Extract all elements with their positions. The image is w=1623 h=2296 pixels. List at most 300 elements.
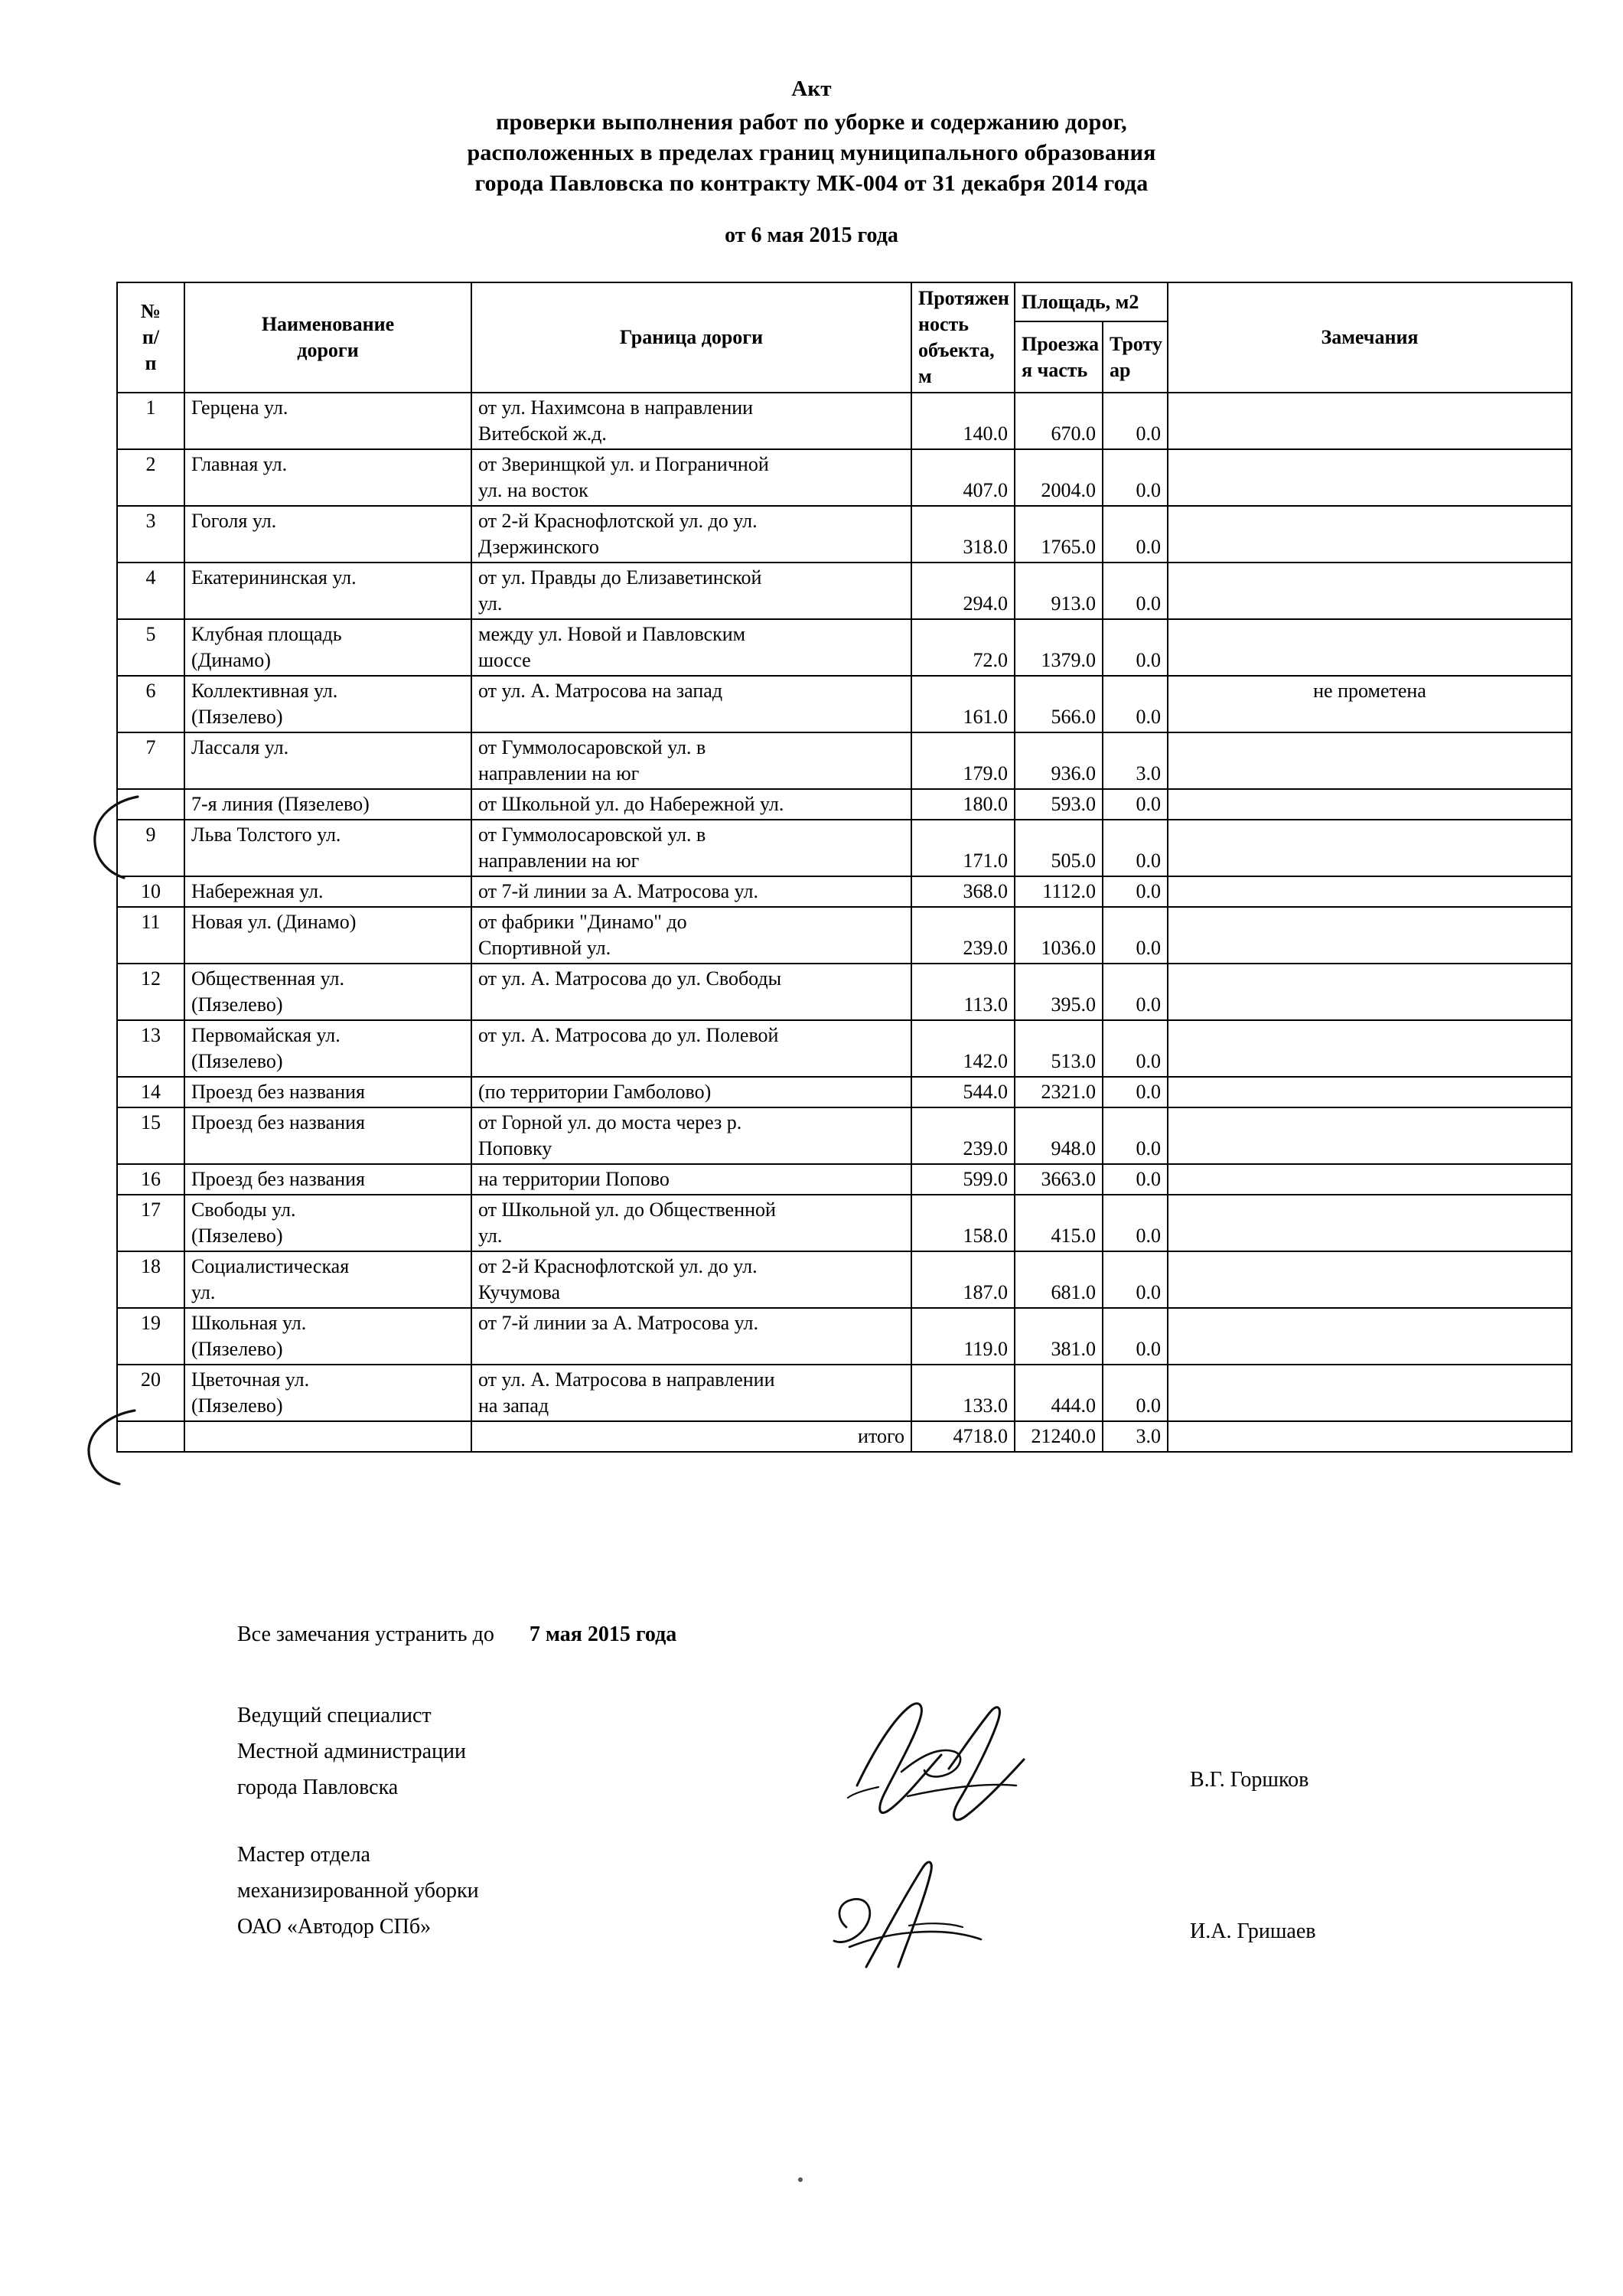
total-spacer-name — [184, 1421, 471, 1452]
roadway-area-value: 670.0 — [1051, 422, 1096, 445]
row-number — [117, 1077, 184, 1107]
table-row — [117, 619, 1572, 676]
total-sidewalk-area: 3.0 — [1103, 1421, 1168, 1452]
sidewalk-area-cell — [1103, 393, 1168, 449]
road-border-line1: (по территории Гамболово) — [478, 1081, 712, 1103]
roadway-area-value: 1112.0 — [1042, 880, 1096, 902]
signer-2-name: И.А. Гришаев — [1190, 1919, 1316, 1943]
value-spacer — [1110, 395, 1161, 421]
road-border-cell — [471, 964, 911, 1020]
value-spacer — [918, 1367, 1008, 1393]
row-number-text: 18 — [141, 1255, 161, 1277]
road-length-cell — [911, 619, 1015, 676]
road-name-line1: Проезд без названия — [191, 1081, 365, 1103]
roadway-area-value: 936.0 — [1051, 762, 1096, 784]
road-border-line1: от 7-й линии за А. Матросова ул. — [478, 880, 758, 902]
row-number-text: 2 — [145, 453, 156, 475]
road-name-cell — [184, 964, 471, 1020]
road-border-cell — [471, 563, 911, 619]
road-border-line1: от 7-й линии за А. Матросова ул. — [478, 1312, 758, 1334]
road-name-cell — [184, 820, 471, 876]
road-border-line2: ул. на восток — [478, 479, 588, 501]
sidewalk-area-cell — [1103, 1195, 1168, 1251]
table-row — [117, 820, 1572, 876]
value-spacer — [1022, 508, 1096, 534]
road-length-cell — [911, 820, 1015, 876]
table-row — [117, 907, 1572, 964]
road-border-line1: от ул. Нахимсона в направлении — [478, 396, 754, 419]
road-name-cell — [184, 1365, 471, 1421]
value-spacer — [1022, 1367, 1096, 1393]
road-length-cell — [911, 1308, 1015, 1365]
table-foot — [117, 1421, 1572, 1452]
sidewalk-area-cell — [1103, 676, 1168, 732]
document-title-block — [0, 73, 1623, 199]
road-name-line1: Льва Толстого ул. — [191, 823, 341, 846]
signer-1-position — [237, 1698, 466, 1805]
column-header-roadway — [1015, 321, 1103, 393]
road-border-line2: на запад — [478, 1394, 549, 1417]
table-row — [117, 506, 1572, 563]
value-spacer — [1022, 1197, 1096, 1223]
roadway-area-cell — [1015, 1365, 1103, 1421]
value-spacer — [1022, 822, 1096, 848]
road-name-cell — [184, 619, 471, 676]
remark-text — [1175, 909, 1565, 935]
deadline-note — [237, 1623, 676, 1647]
value-spacer — [1022, 966, 1096, 992]
table-body — [117, 393, 1572, 1421]
road-name-line2: (Пязелево) — [191, 993, 283, 1016]
road-length-cell — [911, 393, 1015, 449]
remark-text — [1175, 1310, 1565, 1336]
row-number-text: 19 — [141, 1312, 161, 1334]
roadway-area-cell — [1015, 820, 1103, 876]
signer-1-line3: города Павловска — [237, 1776, 399, 1799]
roadway-area-cell — [1015, 1195, 1103, 1251]
row-number-text: 13 — [141, 1024, 161, 1046]
roadway-area-cell — [1015, 876, 1103, 907]
remark-text — [1175, 508, 1565, 534]
road-length-value: 133.0 — [963, 1394, 1008, 1417]
road-border-line2 — [478, 704, 904, 730]
row-number-text: 7 — [145, 736, 156, 758]
sidewalk-area-value: 0.0 — [1136, 1168, 1161, 1190]
value-spacer — [918, 1254, 1008, 1280]
remark-text — [1175, 966, 1565, 992]
roadway-area-cell — [1015, 449, 1103, 506]
roadway-area-cell — [1015, 563, 1103, 619]
remark-text — [1175, 1367, 1565, 1393]
road-name-cell — [184, 1308, 471, 1365]
road-name-line2: (Пязелево) — [191, 1338, 283, 1360]
roadway-area-value: 681.0 — [1051, 1281, 1096, 1303]
road-length-value: 140.0 — [963, 422, 1008, 445]
remark-cell — [1168, 876, 1572, 907]
value-spacer — [1022, 1110, 1096, 1136]
remark-text — [1175, 565, 1565, 591]
road-name-line1: Школьная ул. — [191, 1312, 307, 1334]
roadway-area-cell — [1015, 506, 1103, 563]
road-name-cell — [184, 876, 471, 907]
remark-cell — [1168, 449, 1572, 506]
row-number — [117, 1164, 184, 1195]
value-spacer — [918, 565, 1008, 591]
row-number-text: 3 — [145, 510, 156, 532]
header-name-line2: дороги — [297, 339, 359, 361]
header-length-line1: Протяжен — [918, 287, 1009, 309]
road-border-line1: от Гуммолосаровской ул. в — [478, 823, 706, 846]
road-name-cell — [184, 1195, 471, 1251]
row-number-text: 1 — [145, 396, 156, 419]
remark-cell — [1168, 563, 1572, 619]
row-number — [117, 563, 184, 619]
road-length-value: 161.0 — [963, 706, 1008, 728]
roadway-area-cell — [1015, 964, 1103, 1020]
roadway-area-value: 913.0 — [1051, 592, 1096, 615]
road-length-cell — [911, 1020, 1015, 1077]
signer-1-line1: Ведущий специалист — [237, 1704, 432, 1727]
row-number — [117, 393, 184, 449]
row-number-text: 16 — [141, 1168, 161, 1190]
value-spacer — [1110, 678, 1161, 704]
header-length-line3: объекта, м — [918, 339, 995, 387]
table-row — [117, 393, 1572, 449]
sidewalk-area-cell — [1103, 506, 1168, 563]
value-spacer — [1110, 1367, 1161, 1393]
road-border-cell — [471, 732, 911, 789]
remark-text — [1175, 452, 1565, 478]
road-length-cell — [911, 449, 1015, 506]
road-name-line2 — [191, 421, 464, 447]
value-spacer — [1110, 452, 1161, 478]
total-roadway-area: 21240.0 — [1015, 1421, 1103, 1452]
column-header-road-name — [184, 282, 471, 393]
value-spacer — [1110, 1022, 1161, 1049]
road-border-cell — [471, 789, 911, 820]
road-name-cell — [184, 789, 471, 820]
table-row — [117, 449, 1572, 506]
value-spacer — [1110, 735, 1161, 761]
road-length-cell — [911, 506, 1015, 563]
sidewalk-area-value: 0.0 — [1136, 880, 1161, 902]
remark-cell — [1168, 820, 1572, 876]
table-row — [117, 1077, 1572, 1107]
road-border-cell — [471, 1365, 911, 1421]
sidewalk-area-value: 0.0 — [1136, 1338, 1161, 1360]
sidewalk-area-value: 0.0 — [1136, 1050, 1161, 1072]
road-name-line2: (Пязелево) — [191, 1050, 283, 1072]
sidewalk-area-cell — [1103, 1308, 1168, 1365]
road-length-value: 368.0 — [963, 880, 1008, 902]
sidewalk-area-cell — [1103, 1107, 1168, 1164]
road-border-line2: направлении на юг — [478, 850, 640, 872]
roadway-area-value: 444.0 — [1051, 1394, 1096, 1417]
road-border-line2 — [478, 1049, 904, 1075]
roads-table-wrapper — [116, 282, 1571, 1453]
road-name-line2: ул. — [191, 1281, 216, 1303]
road-border-line1: от ул. А. Матросова в направлении — [478, 1368, 775, 1391]
sidewalk-area-cell — [1103, 563, 1168, 619]
value-spacer — [1022, 1254, 1096, 1280]
remark-cell — [1168, 789, 1572, 820]
road-border-cell — [471, 619, 911, 676]
row-number — [117, 1251, 184, 1308]
sidewalk-area-value: 0.0 — [1136, 1225, 1161, 1247]
road-border-line2: Кучумова — [478, 1281, 561, 1303]
value-spacer — [918, 678, 1008, 704]
remark-cell — [1168, 732, 1572, 789]
row-number-text: 11 — [141, 911, 161, 933]
remark-text — [1175, 735, 1565, 761]
signer-2-line1: Мастер отдела — [237, 1843, 370, 1867]
road-length-cell — [911, 563, 1015, 619]
document-date: от 6 мая 2015 года — [725, 223, 898, 247]
road-border-line2 — [478, 1336, 904, 1362]
value-spacer — [918, 1110, 1008, 1136]
sidewalk-area-value: 0.0 — [1136, 793, 1161, 815]
signer-2-line3: ОАО «Автодор СПб» — [237, 1915, 432, 1939]
remark-cell — [1168, 907, 1572, 964]
road-name-line2: (Динамо) — [191, 649, 271, 671]
value-spacer — [1022, 452, 1096, 478]
remark-cell — [1168, 619, 1572, 676]
sidewalk-area-cell — [1103, 1365, 1168, 1421]
road-name-line1: Гоголя ул. — [191, 510, 277, 532]
road-border-line2: ул. — [478, 1225, 503, 1247]
row-number-text: 17 — [141, 1199, 161, 1221]
remark-text — [1175, 621, 1565, 647]
page-title: Акт — [791, 77, 832, 101]
road-length-cell — [911, 964, 1015, 1020]
sidewalk-area-value: 0.0 — [1136, 536, 1161, 558]
remark-cell — [1168, 506, 1572, 563]
roadway-area-value: 948.0 — [1051, 1137, 1096, 1159]
value-spacer — [1022, 735, 1096, 761]
roadway-area-cell — [1015, 1020, 1103, 1077]
road-length-cell — [911, 1107, 1015, 1164]
table-row — [117, 1107, 1572, 1164]
sidewalk-area-cell — [1103, 449, 1168, 506]
header-num-line3: п — [145, 352, 157, 374]
title-subline-3: города Павловска по контракту МК-004 от 31 декабря 2014 года — [474, 171, 1149, 196]
table-head — [117, 282, 1572, 393]
roadway-area-value: 1379.0 — [1041, 649, 1096, 671]
road-border-line1: от Гуммолосаровской ул. в — [478, 736, 706, 758]
road-border-line2 — [478, 992, 904, 1018]
remark-text: не прометена — [1313, 680, 1426, 702]
sidewalk-area-cell — [1103, 1020, 1168, 1077]
sidewalk-area-value: 0.0 — [1136, 649, 1161, 671]
value-spacer — [1110, 1254, 1161, 1280]
roadway-area-value: 395.0 — [1051, 993, 1096, 1016]
roadway-area-value: 505.0 — [1051, 850, 1096, 872]
row-number-text: 6 — [145, 680, 156, 702]
roadway-area-cell — [1015, 1077, 1103, 1107]
row-number-text: 9 — [145, 823, 156, 846]
roadway-area-value: 1036.0 — [1041, 937, 1096, 959]
remark-cell — [1168, 1308, 1572, 1365]
road-border-line1: от фабрики "Динамо" до — [478, 911, 687, 933]
road-border-line1: от ул. Правды до Елизаветинской — [478, 566, 762, 589]
road-border-cell — [471, 1308, 911, 1365]
road-name-line2 — [191, 761, 464, 787]
sidewalk-area-value: 0.0 — [1136, 937, 1161, 959]
road-length-cell — [911, 732, 1015, 789]
road-border-line2: ул. — [478, 592, 503, 615]
sidewalk-area-cell — [1103, 964, 1168, 1020]
table-row — [117, 1308, 1572, 1365]
roadway-area-value: 2321.0 — [1041, 1081, 1096, 1103]
table-row — [117, 789, 1572, 820]
sidewalk-area-value: 0.0 — [1136, 1081, 1161, 1103]
roadway-area-value: 513.0 — [1051, 1050, 1096, 1072]
value-spacer — [918, 822, 1008, 848]
column-header-road-border: Граница дороги — [471, 282, 911, 393]
roadway-area-value: 3663.0 — [1041, 1168, 1096, 1190]
road-name-line2 — [191, 534, 464, 560]
road-length-value: 142.0 — [963, 1050, 1008, 1072]
header-sidewalk-line1: Троту — [1110, 332, 1162, 355]
sidewalk-area-value: 0.0 — [1136, 422, 1161, 445]
road-name-cell — [184, 676, 471, 732]
value-spacer — [918, 395, 1008, 421]
road-border-line1: от Школьной ул. до Общественной — [478, 1199, 776, 1221]
value-spacer — [1110, 621, 1161, 647]
road-border-line1: от 2-й Краснофлотской ул. до ул. — [478, 1255, 758, 1277]
title-subline-2: расположенных в пределах границ муниципального образования — [467, 140, 1156, 165]
header-roadway-line1: Проезжа — [1022, 332, 1100, 355]
value-spacer — [1110, 1197, 1161, 1223]
remark-cell — [1168, 964, 1572, 1020]
road-length-value: 171.0 — [963, 850, 1008, 872]
road-border-cell — [471, 1077, 911, 1107]
row-number — [117, 732, 184, 789]
value-spacer — [918, 1310, 1008, 1336]
remark-cell — [1168, 676, 1572, 732]
roadway-area-cell — [1015, 393, 1103, 449]
road-name-line1: Первомайская ул. — [191, 1024, 341, 1046]
value-spacer — [1110, 565, 1161, 591]
table-row — [117, 563, 1572, 619]
roads-table — [116, 282, 1572, 1453]
total-row — [117, 1421, 1572, 1452]
remark-text — [1175, 1110, 1565, 1136]
value-spacer — [1022, 678, 1096, 704]
header-length-line2: ность — [918, 313, 970, 335]
road-border-cell — [471, 1020, 911, 1077]
table-row — [117, 1020, 1572, 1077]
road-name-line2: (Пязелево) — [191, 1225, 283, 1247]
roadway-area-value: 415.0 — [1051, 1225, 1096, 1247]
road-name-line2: (Пязелево) — [191, 1394, 283, 1417]
remark-cell — [1168, 393, 1572, 449]
road-border-cell — [471, 876, 911, 907]
road-length-cell — [911, 1251, 1015, 1308]
remark-cell — [1168, 1020, 1572, 1077]
remark-text — [1175, 1022, 1565, 1049]
road-length-cell — [911, 1195, 1015, 1251]
signer-1-name: В.Г. Горшков — [1190, 1768, 1309, 1792]
road-name-cell — [184, 1107, 471, 1164]
header-num-line1: № — [140, 300, 161, 322]
road-name-line1: 7-я линия (Пязелево) — [191, 793, 370, 815]
value-spacer — [1110, 508, 1161, 534]
road-name-line1: Герцена ул. — [191, 396, 288, 419]
road-border-line1: на территории Попово — [478, 1168, 670, 1190]
header-name-line1: Наименование — [261, 313, 395, 335]
remark-cell — [1168, 1107, 1572, 1164]
road-length-value: 158.0 — [963, 1225, 1008, 1247]
row-number — [117, 676, 184, 732]
road-length-cell — [911, 676, 1015, 732]
road-name-line1: Социалистическая — [191, 1255, 350, 1277]
sidewalk-area-cell — [1103, 1164, 1168, 1195]
sidewalk-area-value: 0.0 — [1136, 1137, 1161, 1159]
road-length-value: 239.0 — [963, 1137, 1008, 1159]
roadway-area-value: 2004.0 — [1041, 479, 1096, 501]
road-border-line2: Витебской ж.д. — [478, 422, 607, 445]
remark-text — [1175, 791, 1565, 817]
road-name-line1: Главная ул. — [191, 453, 288, 475]
road-name-line1: Проезд без названия — [191, 1111, 365, 1133]
road-name-line1: Лассаля ул. — [191, 736, 289, 758]
table-row — [117, 676, 1572, 732]
sidewalk-area-value: 3.0 — [1136, 762, 1161, 784]
road-name-cell — [184, 1164, 471, 1195]
sidewalk-area-value: 0.0 — [1136, 850, 1161, 872]
roadway-area-cell — [1015, 1251, 1103, 1308]
road-border-cell — [471, 393, 911, 449]
value-spacer — [1110, 966, 1161, 992]
remark-text — [1175, 1079, 1565, 1105]
header-num-line2: п/ — [142, 326, 160, 348]
road-name-cell — [184, 563, 471, 619]
total-label: итого — [471, 1421, 911, 1452]
column-header-length — [911, 282, 1015, 393]
road-border-cell — [471, 506, 911, 563]
road-length-cell — [911, 789, 1015, 820]
road-border-line1: от ул. А. Матросова на запад — [478, 680, 723, 702]
road-border-line2: Дзержинского — [478, 536, 599, 558]
row-number-text: 12 — [141, 967, 161, 990]
road-border-cell — [471, 1164, 911, 1195]
road-length-cell — [911, 876, 1015, 907]
row-number-text: 4 — [145, 566, 156, 589]
sidewalk-area-cell — [1103, 1251, 1168, 1308]
table-row — [117, 1365, 1572, 1421]
row-number — [117, 449, 184, 506]
road-length-value: 187.0 — [963, 1281, 1008, 1303]
value-spacer — [1110, 1110, 1161, 1136]
road-name-line1: Новая ул. (Динамо) — [191, 911, 357, 933]
roadway-area-value: 566.0 — [1051, 706, 1096, 728]
road-length-value: 294.0 — [963, 592, 1008, 615]
value-spacer — [1110, 822, 1161, 848]
road-length-value: 179.0 — [963, 762, 1008, 784]
total-notes — [1168, 1421, 1572, 1452]
road-length-value: 407.0 — [963, 479, 1008, 501]
value-spacer — [918, 966, 1008, 992]
row-number — [117, 1308, 184, 1365]
roadway-area-cell — [1015, 619, 1103, 676]
roadway-area-cell — [1015, 1308, 1103, 1365]
road-border-line2: Поповку — [478, 1137, 552, 1159]
road-name-cell — [184, 393, 471, 449]
road-length-value: 599.0 — [963, 1168, 1008, 1190]
deadline-date: 7 мая 2015 года — [529, 1623, 677, 1646]
road-border-line1: от Зверинщкой ул. и Пограничной — [478, 453, 769, 475]
